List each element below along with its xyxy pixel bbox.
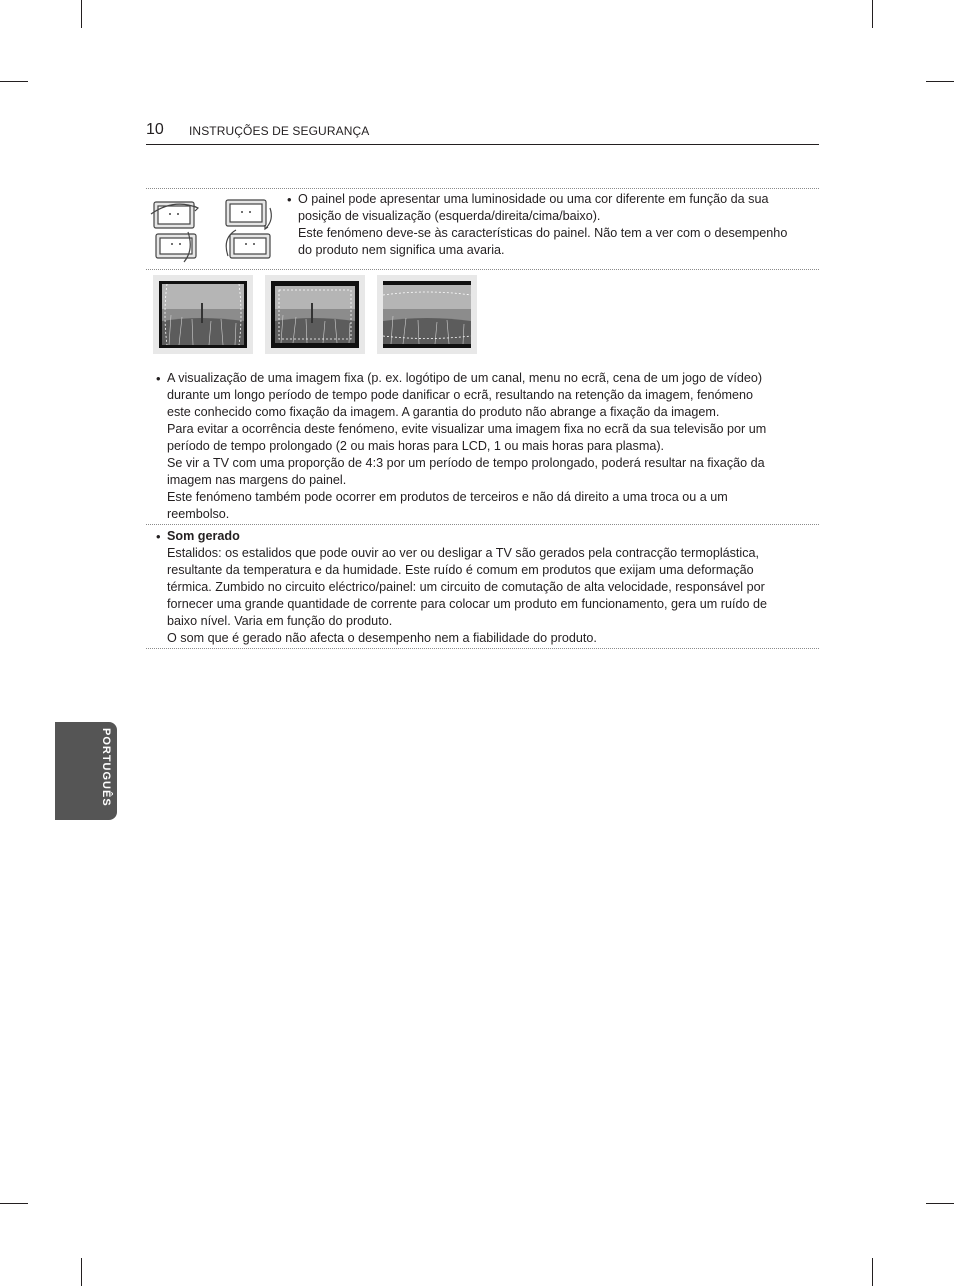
text-line: Este fenómeno também pode ocorrer em produtos de terceiros e não dá direito a uma troca ou a um xyxy=(167,490,728,504)
section-divider xyxy=(146,188,819,189)
text-line: O som que é gerado não afecta o desempenho nem a fiabilidade do produto. xyxy=(167,631,597,645)
tv-viewing-angle-icons xyxy=(150,194,276,264)
text-line: Estalidos: os estalidos que pode ouvir ao ver ou desligar a TV são gerados pela contracção termoplástica, xyxy=(167,546,760,560)
text-line: imagem nas margens do painel. xyxy=(167,473,347,487)
text-line: A visualização de uma imagem fixa (p. ex. logótipo de um canal, menu no ecrã, cena de um jogo de vídeo) xyxy=(167,371,763,385)
section-divider xyxy=(146,269,819,270)
text-line: durante um longo período de tempo pode danificar o ecrã, resultando na retenção da imagem, fenómeno xyxy=(167,388,753,402)
bullet: • xyxy=(156,371,161,386)
section-divider xyxy=(146,524,819,525)
text-line: Para evitar a ocorrência deste fenómeno, evite visualizar uma imagem fixa no ecrã da sua televisão por um xyxy=(167,422,767,436)
bullet: • xyxy=(287,192,292,207)
text-line: térmica. Zumbido no circuito eléctrico/painel: um circuito de comutação de alta velocidade, responsável por xyxy=(167,580,765,594)
text-line: do produto nem significa uma avaria. xyxy=(298,243,505,257)
text-line: Este fenómeno deve-se às características do painel. Não tem a ver com o desempenho xyxy=(298,226,788,240)
text-line: posição de visualização (esquerda/direita/cima/baixo). xyxy=(298,209,601,223)
viewing-angle-text xyxy=(287,191,818,259)
text-line: período de tempo prolongado (2 ou mais horas para LCD, 1 ou mais horas para plasma). xyxy=(167,439,665,453)
image-retention-text xyxy=(156,370,819,523)
crop-mark xyxy=(872,1258,873,1286)
crop-mark xyxy=(926,81,954,82)
text-line: resultante da temperatura e da humidade. Este ruído é comum em produtos que exijam uma deformação xyxy=(167,563,754,577)
text-line: este conhecido como fixação da imagem. A garantia do produto não abrange a fixação da imagem. xyxy=(167,405,720,419)
text-line: fornecer uma grande quantidade de corrente para colocar um produto em funcionamento, gera um ruído de xyxy=(167,597,767,611)
crop-mark xyxy=(926,1203,954,1204)
crop-mark xyxy=(81,0,82,28)
crop-mark xyxy=(0,1203,28,1204)
crop-mark xyxy=(872,0,873,28)
screen-retention-image xyxy=(153,275,253,354)
section-heading: Som gerado xyxy=(167,529,240,543)
page-header xyxy=(146,120,819,145)
text-line: baixo nível. Varia em função do produto. xyxy=(167,614,393,628)
language-tab-label: PORTUGUÊS xyxy=(100,728,112,807)
running-title: INSTRUÇÕES DE SEGURANÇA xyxy=(189,124,370,138)
crop-mark xyxy=(0,81,28,82)
section-divider xyxy=(146,648,819,649)
crop-mark xyxy=(81,1258,82,1286)
text-line: Se vir a TV com uma proporção de 4:3 por um período de tempo prolongado, poderá resultar na fixação da xyxy=(167,456,765,470)
screen-retention-image xyxy=(377,275,477,354)
bullet: • xyxy=(156,529,161,544)
text-line: O painel pode apresentar uma luminosidade ou uma cor diferente em função da sua xyxy=(298,192,769,206)
screen-retention-image xyxy=(265,275,365,354)
sound-text xyxy=(156,528,819,647)
page-number: 10 xyxy=(146,121,164,138)
text-line: reembolso. xyxy=(167,507,230,521)
